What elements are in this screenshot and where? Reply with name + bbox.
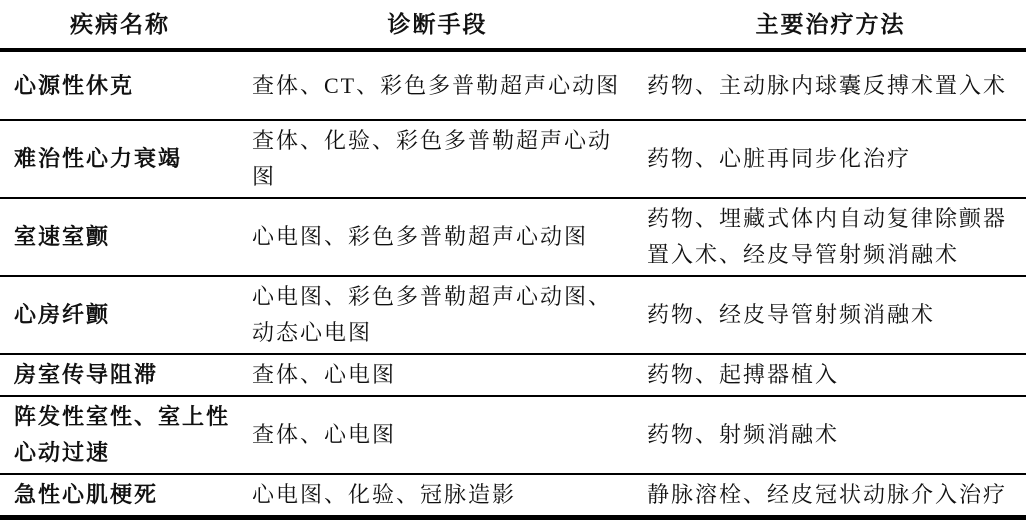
diagnosis-cell: 查体、CT、彩色多普勒超声心动图 (240, 50, 635, 120)
disease-name-cell: 心房纤颤 (0, 276, 240, 354)
treatment-cell: 药物、射频消融术 (635, 396, 1026, 474)
diagnosis-cell: 查体、心电图 (240, 396, 635, 474)
table-row (0, 396, 1026, 474)
table-row (0, 198, 1026, 276)
disease-name-cell: 房室传导阻滞 (0, 354, 240, 396)
table-row (0, 474, 1026, 518)
diagnosis-cell: 查体、心电图 (240, 354, 635, 396)
column-header-diagnosis: 诊断手段 (240, 0, 635, 50)
table-row (0, 354, 1026, 396)
diagnosis-cell: 心电图、彩色多普勒超声心动图、动态心电图 (240, 276, 635, 354)
treatment-cell: 药物、埋藏式体内自动复律除颤器置入术、经皮导管射频消融术 (635, 198, 1026, 276)
disease-name-cell: 心源性休克 (0, 50, 240, 120)
disease-name-cell: 难治性心力衰竭 (0, 120, 240, 198)
disease-name-cell: 阵发性室性、室上性心动过速 (0, 396, 240, 474)
header-row (0, 0, 1026, 50)
diagnosis-cell: 心电图、彩色多普勒超声心动图 (240, 198, 635, 276)
diagnosis-cell: 查体、化验、彩色多普勒超声心动图 (240, 120, 635, 198)
disease-name-cell: 急性心肌梗死 (0, 474, 240, 518)
treatment-cell: 药物、心脏再同步化治疗 (635, 120, 1026, 198)
treatment-cell: 药物、主动脉内球囊反搏术置入术 (635, 50, 1026, 120)
disease-name-cell: 室速室颤 (0, 198, 240, 276)
column-header-disease: 疾病名称 (0, 0, 240, 50)
diagnosis-cell: 心电图、化验、冠脉造影 (240, 474, 635, 518)
column-header-treatment: 主要治疗方法 (635, 0, 1026, 50)
treatment-cell: 静脉溶栓、经皮冠状动脉介入治疗 (635, 474, 1026, 518)
treatment-cell: 药物、经皮导管射频消融术 (635, 276, 1026, 354)
treatment-cell: 药物、起搏器植入 (635, 354, 1026, 396)
table-row (0, 120, 1026, 198)
table-row (0, 276, 1026, 354)
table-row (0, 50, 1026, 120)
